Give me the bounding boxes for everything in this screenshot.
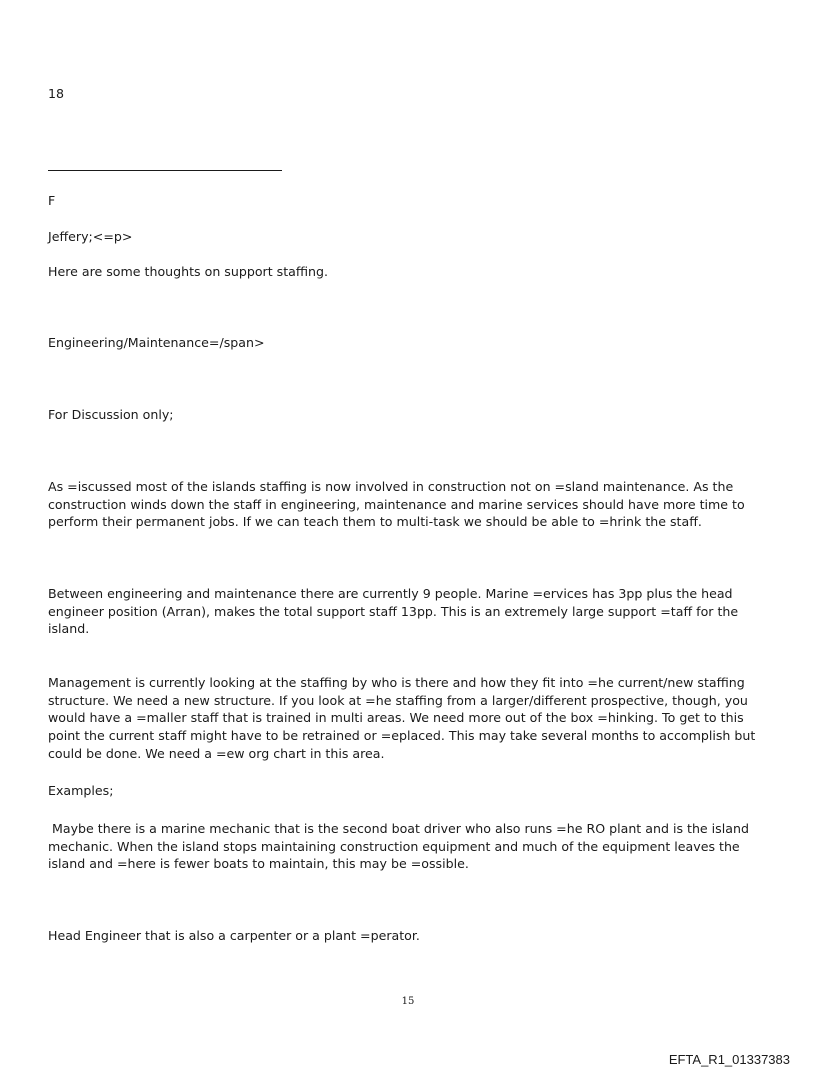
paragraph-construction: As =iscussed most of the islands staffing is now involved in construction not on =sland maintenance. As the construction winds down the staff in engineering, maintenance and marine services should have more time to perform their permanent jobs. If we can teach them to multi-task we should be able to =hrink the staff.: [48, 479, 745, 530]
section-title: Engineering/Maintenance=/span>: [48, 335, 265, 350]
paragraph-head-engineer: Head Engineer that is also a carpenter or a plant =perator.: [48, 928, 420, 943]
paragraph-management: Management is currently looking at the staffing by who is there and how they fit into =he current/new staffing structure. We need a new structure. If you look at =he staffing from a larger/different prospective, though, you would have a =maller staff that is trained in multi areas. We need more out of the box =hinking. To get to this point the current staff might have to be retrained or =eplaced. This may take several months to accomplish but could be done. We need a =ew org chart in this area.: [48, 675, 756, 761]
separator-rule: [48, 170, 282, 171]
footer-page-number: 15: [401, 996, 415, 1007]
discussion-note: For Discussion only;: [48, 407, 174, 422]
paragraph-marine-mechanic: Maybe there is a marine mechanic that is the second boat driver who also runs =he RO plant and is the island mechanic. When the island stops maintaining construction equipment and much of the equipment leaves the island and =here is fewer boats to maintain, this may be =ossible.: [48, 821, 753, 872]
intro-text: Here are some thoughts on support staffing.: [48, 264, 329, 279]
salutation: Jeffery;<=p>: [48, 229, 133, 244]
page-header-number: 18: [48, 86, 65, 101]
paragraph-staff-count: Between engineering and maintenance there are currently 9 people. Marine =ervices has 3pp plus the head engineer position (Arran), makes the total support staff 13pp. This is an extremely large support =taff for the island.: [48, 586, 739, 637]
document-id: EFTA_R1_01337383: [668, 1052, 790, 1067]
examples-heading: Examples;: [48, 783, 114, 798]
sender-initial: F: [48, 193, 56, 208]
